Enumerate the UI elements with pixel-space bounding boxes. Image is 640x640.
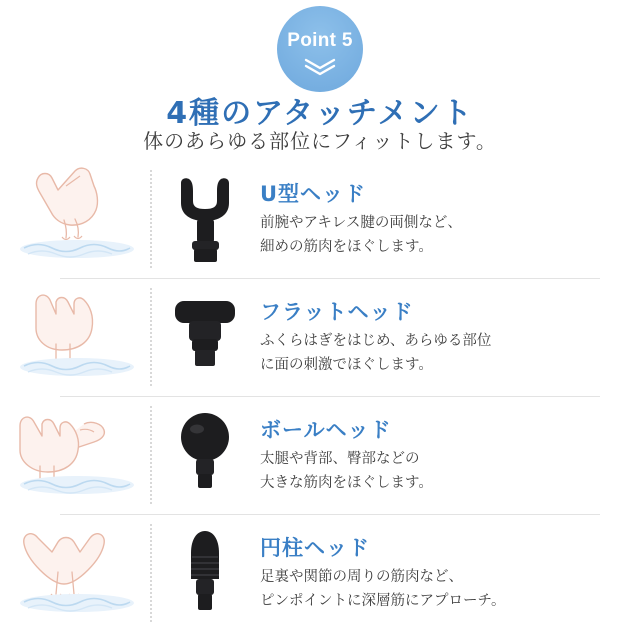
bullet-massage-head-icon xyxy=(150,514,260,632)
attachment-title: 円柱ヘッド xyxy=(260,536,370,561)
column-divider xyxy=(150,288,153,386)
double-chevron-down-icon xyxy=(300,58,340,74)
two-fingers-hand-icon xyxy=(0,278,150,396)
water-splash-icon xyxy=(18,590,136,616)
attachment-title: U型ヘッド xyxy=(260,182,367,207)
pinching-hand-icon xyxy=(0,160,150,278)
page-subtitle: 体のあらゆる部位にフィットします。 xyxy=(143,129,497,153)
list-item xyxy=(0,160,640,278)
u-shaped-massage-head-icon xyxy=(150,160,260,278)
attachment-text xyxy=(260,532,640,614)
attachment-text xyxy=(260,296,640,378)
water-splash-icon xyxy=(18,236,136,262)
attachment-desc-line1: 前腕やアキレス腱の両側など、 xyxy=(260,215,462,232)
column-divider xyxy=(150,524,153,622)
attachment-desc-line2: 細めの筋肉をほぐします。 xyxy=(260,239,433,255)
attachment-text xyxy=(260,178,640,260)
attachment-list xyxy=(0,160,640,632)
attachment-title: フラットヘッド xyxy=(260,300,414,325)
flat-massage-head-icon xyxy=(150,278,260,396)
attachment-desc-line2: 大きな筋肉をほぐします。 xyxy=(260,475,433,491)
water-splash-icon xyxy=(18,354,136,380)
thumbs-press-hand-icon xyxy=(0,514,150,632)
attachment-desc-line2: ピンポイントに深層筋にアプローチ。 xyxy=(260,593,506,609)
point-badge xyxy=(277,6,363,92)
attachment-title: ボールヘッド xyxy=(260,418,392,443)
page-title: 4種のアタッチメント xyxy=(166,96,474,131)
column-divider xyxy=(150,406,153,504)
list-item xyxy=(0,514,640,632)
attachment-text xyxy=(260,414,640,496)
attachment-desc-line1: ふくらはぎをはじめ、あらゆる部位 xyxy=(260,333,492,350)
attachment-desc-line2: に面の刺激でほぐします。 xyxy=(260,357,433,373)
list-item xyxy=(0,396,640,514)
point-badge-label: Point 5 xyxy=(287,30,353,51)
list-item xyxy=(0,278,640,396)
open-palms-hand-icon xyxy=(0,396,150,514)
column-divider xyxy=(150,170,153,268)
attachment-desc-line1: 太腿や背部、臀部などの xyxy=(260,451,420,468)
ball-massage-head-icon xyxy=(150,396,260,514)
water-splash-icon xyxy=(18,472,136,498)
attachment-desc-line1: 足裏や関節の周りの筋肉など、 xyxy=(260,569,463,586)
